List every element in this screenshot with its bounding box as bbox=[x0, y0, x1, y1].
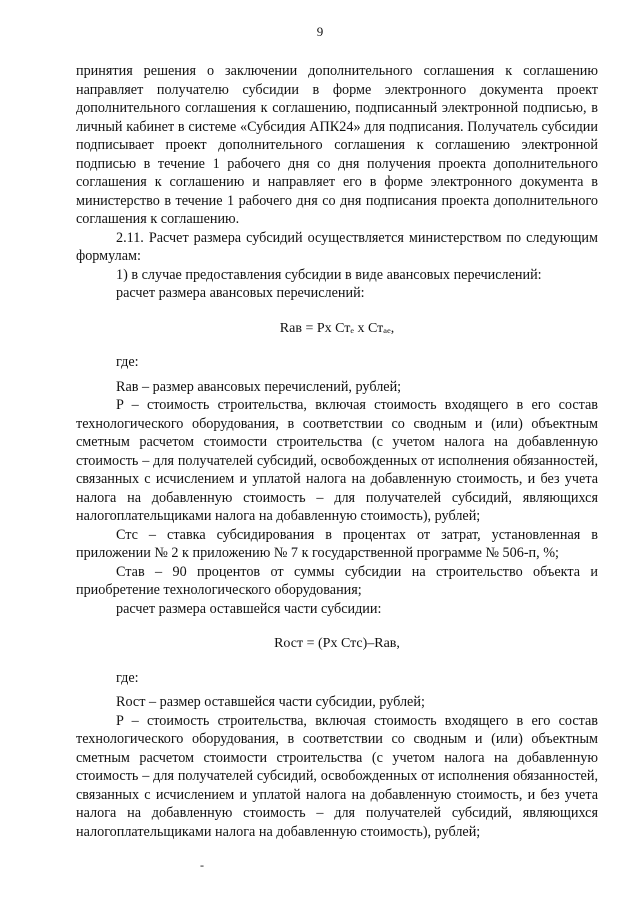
where-label-1: где: bbox=[116, 354, 139, 370]
paragraph-remaining-calc: расчет размера оставшейся части субсидии: bbox=[116, 600, 382, 617]
formula-advance: Rав = Pх Стₑ х Стₐₑ, bbox=[279, 320, 395, 336]
paragraph-advance-calc: расчет размера авансовых перечислений: bbox=[116, 285, 365, 301]
paragraph-case-1: 1) в случае предоставления субсидии в виде авансовых перечислений: bbox=[116, 266, 542, 283]
definition-st-av: Став – 90 процентов от суммы субсидии на строительство объекта и приобретение технологического оборудования; bbox=[76, 563, 598, 598]
formula-remaining: Rост = (Pх Стс)–Rав, bbox=[274, 636, 400, 651]
definition-p-1: P – стоимость строительства, включая стоимость входящего в его состав технологического оборудования, в соответствии со сводным и (или) объектным сметным расчетом стоимости строительства (с учетом налога на добавленную стоимость – для получателей субсидий, освобожденных от исполнения обязанностей, связанных с исчислением и уплатой налога на добавленную стоимость, и без учета налога на добавленную стоимость – для получателей субсидий, являющихся налогоплательщиками налога на добавленную стоимость), рублей; bbox=[76, 397, 598, 524]
page-body bbox=[76, 62, 598, 841]
definition-p-2: P – стоимость строительства, включая стоимость входящего в его состав технологического оборудования, в соответствии со сводным и (или) объектным сметным расчетом стоимости строительства (с учетом налога на добавленную стоимость – для получателей субсидий, освобожденных от исполнения обязанностей, связанных с исчислением и уплатой налога на добавленную стоимость, и без учета налога на добавленную стоимость – для получателей субсидий, являющихся налогоплательщиками налога на добавленную стоимость), рублей; bbox=[76, 712, 598, 840]
footer-mark: - bbox=[200, 858, 204, 872]
page-number: 9 bbox=[316, 24, 324, 39]
definition-r-ost: Rост – размер оставшейся части субсидии, рублей; bbox=[116, 694, 425, 710]
definition-r-av: Rав – размер авансовых перечислений, рублей; bbox=[116, 378, 402, 395]
paragraph-continuation: принятия решения о заключении дополнительного соглашения к соглашению направляет получателю субсидии в форме электронного документа проект дополнительного соглашения к соглашению, подписанный электронной подписью, в личный кабинет в системе «Субсидия АПК24» для подписания. Получатель субсидии подписывает проект дополнительного соглашения к соглашению электронной подписью в течение 1 рабочего дня со дня получения проекта дополнительного соглашения к соглашению и направляет его в форме электронного документа в министерство в течение 1 рабочего дня со дня подписания проекта дополнительного соглашения к соглашению. bbox=[76, 63, 598, 227]
definition-st-c: Стс – ставка субсидирования в процентах от затрат, установленная в приложении № 2 к приложению № 7 к государственной программе № 506-п, %; bbox=[76, 526, 598, 561]
where-label-2: где: bbox=[116, 669, 139, 686]
paragraph-2-11: 2.11. Расчет размера субсидий осуществляется министерством по следующим формулам: bbox=[76, 229, 598, 264]
